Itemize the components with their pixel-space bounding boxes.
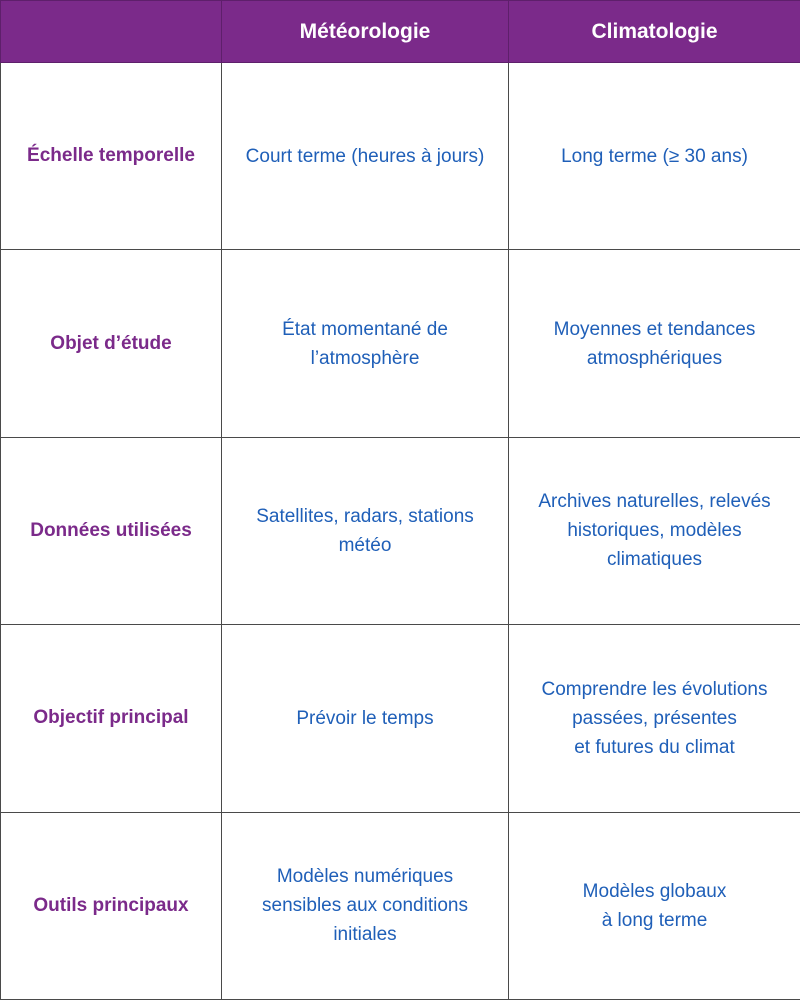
meteo-cell-text: Court terme (heures à jours) xyxy=(245,145,485,167)
meteo-cell xyxy=(222,437,509,624)
clima-cell xyxy=(509,437,800,624)
header-climatologie: Climatologie xyxy=(509,1,800,63)
clima-cell xyxy=(509,625,800,812)
row-label: Outils principaux xyxy=(1,812,222,999)
clima-cell xyxy=(509,250,800,437)
clima-cell-text: Moyennes et tendances atmosphériques xyxy=(553,318,756,369)
meteo-cell-text: Prévoir le temps xyxy=(296,707,434,729)
table-row xyxy=(1,63,800,250)
header-row xyxy=(1,1,800,63)
meteo-cell xyxy=(222,250,509,437)
meteo-cell xyxy=(222,625,509,812)
row-label: Objectif principal xyxy=(1,625,222,812)
table-row xyxy=(1,625,800,812)
header-corner-cell xyxy=(1,1,222,63)
clima-cell xyxy=(509,63,800,250)
header-meteorologie: Météorologie xyxy=(222,1,509,63)
meteo-cell xyxy=(222,812,509,999)
row-label: Données utilisées xyxy=(1,437,222,624)
table-row xyxy=(1,250,800,437)
clima-cell-text: Comprendre les évolutions passées, présentes et futures du climat xyxy=(541,678,768,758)
row-label: Objet d’étude xyxy=(1,250,222,437)
table-row xyxy=(1,812,800,999)
clima-cell-text: Modèles globaux à long terme xyxy=(582,880,727,931)
meteo-cell xyxy=(222,63,509,250)
clima-cell-text: Long terme (≥ 30 ans) xyxy=(561,145,748,167)
clima-cell xyxy=(509,812,800,999)
meteo-cell-text: Satellites, radars, stations météo xyxy=(256,505,474,556)
meteo-cell-text: Modèles numériques sensibles aux conditions initiales xyxy=(262,866,468,946)
row-label: Échelle temporelle xyxy=(1,63,222,250)
meteo-cell-text: État momentané de l’atmosphère xyxy=(282,318,448,369)
clima-cell-text: Archives naturelles, relevés historiques, modèles climatiques xyxy=(538,491,771,571)
table-row xyxy=(1,437,800,624)
